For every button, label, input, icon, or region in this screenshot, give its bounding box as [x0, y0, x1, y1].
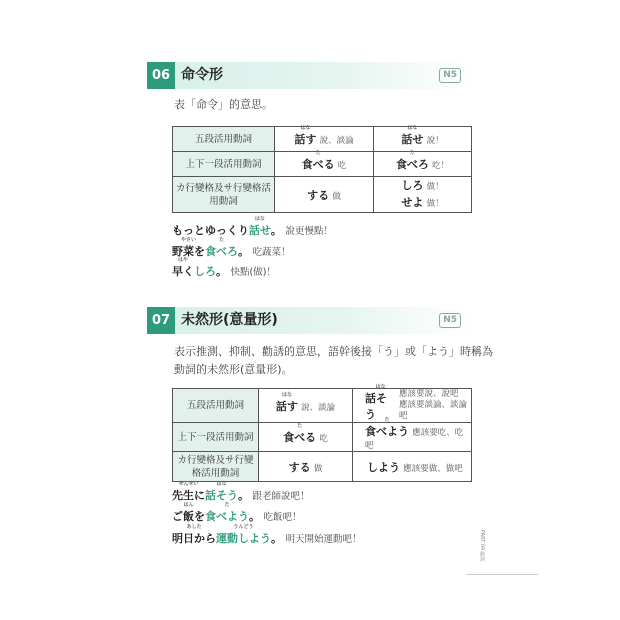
meaning: 吃 — [319, 434, 328, 444]
part-side-label: PART 04 動詞 — [479, 530, 485, 562]
section-intro: 表「命令」的意思。 — [174, 98, 273, 111]
section-intro: 表示推測、抑制、勸誘的意思，語幹後接「う」或「よう」時稱為 動詞的未然形(意量形)。 — [174, 345, 493, 376]
word: はな 話せ — [401, 125, 424, 146]
word: た 食べる — [283, 423, 317, 444]
row-label: カ行變格及サ行變格活用動詞 — [173, 452, 259, 482]
meaning: 做 — [313, 463, 323, 474]
base-form-cell — [259, 423, 353, 452]
word: はな 話そう — [365, 383, 387, 421]
imperative-cell — [374, 177, 472, 213]
example-sentence: あした 明日から うんどう 運動しよう。 明天開始運動吧！ — [172, 524, 362, 545]
word: しろ — [401, 178, 424, 192]
word: た 食べろ — [395, 150, 429, 171]
table-row — [173, 177, 472, 213]
word: する — [288, 460, 311, 474]
row-label: カ行變格及サ行變格活用動詞 — [173, 177, 275, 213]
table-row — [173, 127, 472, 152]
example-sentence: もっとゆっくり はな 話せ。 說更慢點！ — [172, 216, 333, 237]
section-title: 命令形 — [181, 67, 223, 83]
word: はな 話す — [294, 125, 317, 146]
example-sentence: はや 早くしろ。 快點(做)！ — [172, 257, 276, 278]
meaning: 說、談論 — [301, 402, 336, 413]
base-form-cell — [275, 177, 374, 213]
meaning: 吃！ — [432, 161, 450, 171]
level-badge: N5 — [439, 68, 461, 83]
meaning: 應該要吃、吃吧 — [365, 428, 464, 451]
imperative-cell — [374, 152, 472, 177]
section-header-07 — [147, 307, 473, 334]
row-label: 五段活用動詞 — [173, 127, 275, 152]
table-row — [173, 389, 472, 423]
word: する — [307, 188, 330, 202]
example-sentence: やさい 野菜を た 食べろ。 吃蔬菜！ — [172, 237, 291, 258]
meaning-alt: 應該要談論、談論吧 — [399, 400, 468, 421]
meaning: 說、談論 — [319, 136, 354, 146]
table-row — [173, 452, 472, 482]
base-form-cell — [259, 389, 353, 423]
volitional-cell — [353, 452, 472, 482]
section-number: 06 — [147, 62, 175, 89]
word-alt: せよ — [401, 195, 424, 209]
table-row — [173, 423, 472, 452]
meaning: 做 — [332, 191, 341, 202]
conjugation-table-07 — [172, 383, 472, 482]
section-number: 07 — [147, 307, 175, 334]
word: はな 話す — [275, 391, 298, 413]
conjugation-table-06 — [172, 126, 472, 213]
word: た 食べよう — [365, 417, 409, 438]
meaning: 應該要說、說吧 — [399, 389, 459, 399]
row-label: 五段活用動詞 — [173, 389, 259, 423]
section-title: 未然形(意量形) — [181, 312, 278, 328]
meaning: 應該要做、做吧 — [403, 463, 463, 474]
base-form-cell — [275, 152, 374, 177]
meaning: 吃 — [337, 161, 347, 171]
page-edge-divider — [466, 574, 538, 575]
word: しよう — [367, 460, 400, 474]
imperative-cell — [374, 127, 472, 152]
volitional-cell — [353, 417, 472, 452]
meaning-alt: 做！ — [426, 198, 444, 209]
base-form-cell — [259, 452, 353, 482]
row-label: 上下一段活用動詞 — [173, 423, 259, 452]
word: た 食べる — [301, 150, 335, 171]
base-form-cell — [275, 127, 374, 152]
meaning: 做！ — [426, 181, 444, 192]
example-sentence: はん ご飯を た 食べよう。 吃飯吧！ — [172, 502, 302, 523]
table-row — [173, 152, 472, 177]
row-label: 上下一段活用動詞 — [173, 152, 275, 177]
level-badge: N5 — [439, 313, 461, 328]
meaning: 說！ — [426, 136, 444, 146]
section-header-06 — [147, 62, 473, 89]
example-sentence: せんせい 先生に はな 話そう。 跟老師說吧！ — [172, 481, 310, 502]
